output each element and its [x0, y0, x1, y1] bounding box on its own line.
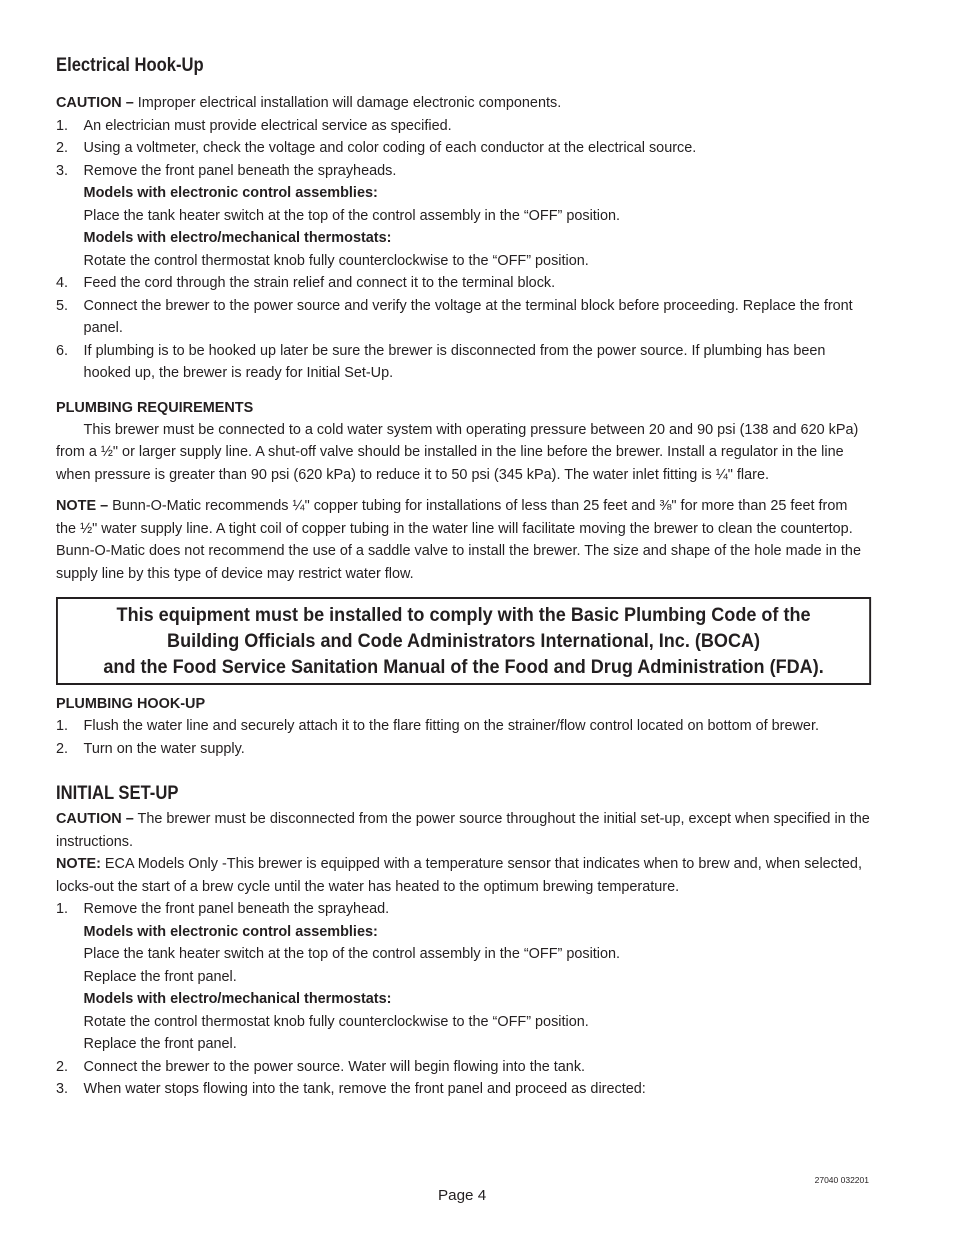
- document-page: [56, 54, 870, 1101]
- step-text: Connect the brewer to the power source. Water will begin flowing into the tank.: [83, 1057, 586, 1075]
- list-item: [56, 738, 871, 761]
- plumbing-requirements-paragraph: This brewer must be connected to a cold water system with operating pressure between 20 and 90 psi (138 and 620 kPa) from a ½" or larger supply line. A shut-off valve should be installed in the line before the brewer. Install a regulator in the line when pressure is greater than 90 psi (620 kPa) to reduce it to 50 psi (345 kPa). The water inlet fitting is ¼" flare.: [56, 420, 859, 483]
- initial-caution: [56, 808, 871, 853]
- electrical-caution: [56, 92, 871, 115]
- page-number: Page 4: [438, 1187, 487, 1204]
- caution-label: CAUTION –: [56, 94, 134, 111]
- list-item: [56, 115, 871, 138]
- plumbing-requirements-title: PLUMBING REQUIREMENTS: [56, 398, 254, 416]
- electrical-steps: [56, 115, 871, 385]
- replace-panel-text: Replace the front panel.: [83, 1035, 237, 1052]
- plumbing-note: [56, 495, 871, 585]
- list-item: [56, 160, 871, 273]
- step-number: 2.: [56, 139, 69, 156]
- model-heading-mechanical: Models with electro/mechanical thermostats:: [83, 229, 392, 246]
- caution-label: CAUTION –: [56, 810, 134, 827]
- step-text: Feed the cord through the strain relief and connect it to the terminal block.: [83, 274, 556, 291]
- step-number: 2.: [56, 1057, 69, 1075]
- note-text: Bunn-O-Matic recommends ¼" copper tubing for installations of less than 25 feet and ⅜" for more than 25 feet from the ½" water supply line. A tight coil of copper tubing in the water line will facilitate moving the brewer to clean the countertop. Bunn-O-Matic does not recommend the use of a saddle valve to install the brewer. The size and shape of the hole made in the supply line by this type of device may restrict water flow.: [56, 497, 861, 582]
- note-text: ECA Models Only -This brewer is equipped with a temperature sensor that indicates when to brew and, when selected, locks-out the start of a brew cycle until the water has heated to the optimum brewing temperature.: [56, 855, 862, 895]
- step-number: 3.: [56, 161, 69, 179]
- initial-steps: [56, 898, 871, 1101]
- list-item: [56, 1078, 871, 1101]
- step-text: When water stops flowing into the tank, remove the front panel and proceed as directed:: [83, 1080, 646, 1097]
- plumbing-hookup-title: PLUMBING HOOK-UP: [56, 695, 206, 712]
- model-text-electronic: Place the tank heater switch at the top of the control assembly in the “OFF” position.: [83, 945, 621, 962]
- list-item: [56, 272, 871, 295]
- plumbing-hookup-steps: [56, 715, 871, 760]
- list-item: [56, 137, 871, 160]
- note-label: NOTE:: [56, 855, 101, 872]
- notice-line: and the Food Service Sanitation Manual of the Food and Drug Administration (FDA).: [103, 657, 824, 678]
- step-text: Using a voltmeter, check the voltage and color coding of each conductor at the electrical source.: [83, 139, 697, 156]
- model-text-mechanical: Rotate the control thermostat knob fully counterclockwise to the “OFF” position.: [83, 1012, 589, 1030]
- model-text-mechanical: Rotate the control thermostat knob fully counterclockwise to the “OFF” position.: [83, 251, 589, 269]
- initial-note: [56, 853, 871, 898]
- caution-text: The brewer must be disconnected from the power source throughout the initial set-up, except when specified in the instructions.: [56, 810, 870, 850]
- step-text: Connect the brewer to the power source and verify the voltage at the terminal block before proceeding. Replace the front panel.: [83, 296, 853, 336]
- list-item: [56, 340, 871, 385]
- model-heading-electronic: Models with electronic control assemblies:: [83, 922, 378, 940]
- list-item: [56, 898, 871, 1056]
- document-code: 27040 032201: [814, 1175, 869, 1185]
- notice-line: Building Officials and Code Administrators International, Inc. (BOCA): [167, 631, 761, 652]
- step-number: 5.: [56, 296, 69, 314]
- model-heading-mechanical: Models with electro/mechanical thermostats:: [83, 990, 392, 1007]
- step-text: An electrician must provide electrical service as specified.: [83, 116, 452, 134]
- list-item: [56, 295, 871, 340]
- step-text: If plumbing is to be hooked up later be sure the brewer is disconnected from the power source. If plumbing has been hooked up, the brewer is ready for Initial Set-Up.: [83, 341, 826, 381]
- caution-text: Improper electrical installation will damage electronic components.: [133, 94, 562, 111]
- step-number: 1.: [56, 717, 69, 734]
- step-text: Remove the front panel beneath the sprayheads.: [83, 161, 397, 179]
- step-number: 1.: [56, 116, 69, 134]
- step-text: Flush the water line and securely attach it to the flare fitting on the strainer/flow control located on bottom of brewer.: [83, 717, 819, 734]
- step-number: 6.: [56, 341, 69, 359]
- notice-line: This equipment must be installed to comply with the Basic Plumbing Code of the: [116, 605, 811, 626]
- list-item: [56, 1056, 871, 1079]
- step-number: 1.: [56, 900, 69, 917]
- step-number: 4.: [56, 274, 69, 291]
- code-compliance-notice: [56, 597, 871, 685]
- step-text: Remove the front panel beneath the sprayhead.: [83, 900, 390, 917]
- initial-setup-title: INITIAL SET-UP: [56, 783, 179, 804]
- model-text-electronic: Place the tank heater switch at the top of the control assembly in the “OFF” position.: [83, 206, 621, 224]
- model-heading-electronic: Models with electronic control assemblies:: [83, 184, 378, 201]
- step-text: Turn on the water supply.: [83, 739, 245, 757]
- note-label: NOTE –: [56, 497, 109, 514]
- electrical-hookup-title: Electrical Hook-Up: [56, 55, 204, 76]
- step-number: 2.: [56, 739, 69, 757]
- replace-panel-text: Replace the front panel.: [83, 967, 237, 985]
- list-item: [56, 715, 871, 738]
- step-number: 3.: [56, 1080, 69, 1097]
